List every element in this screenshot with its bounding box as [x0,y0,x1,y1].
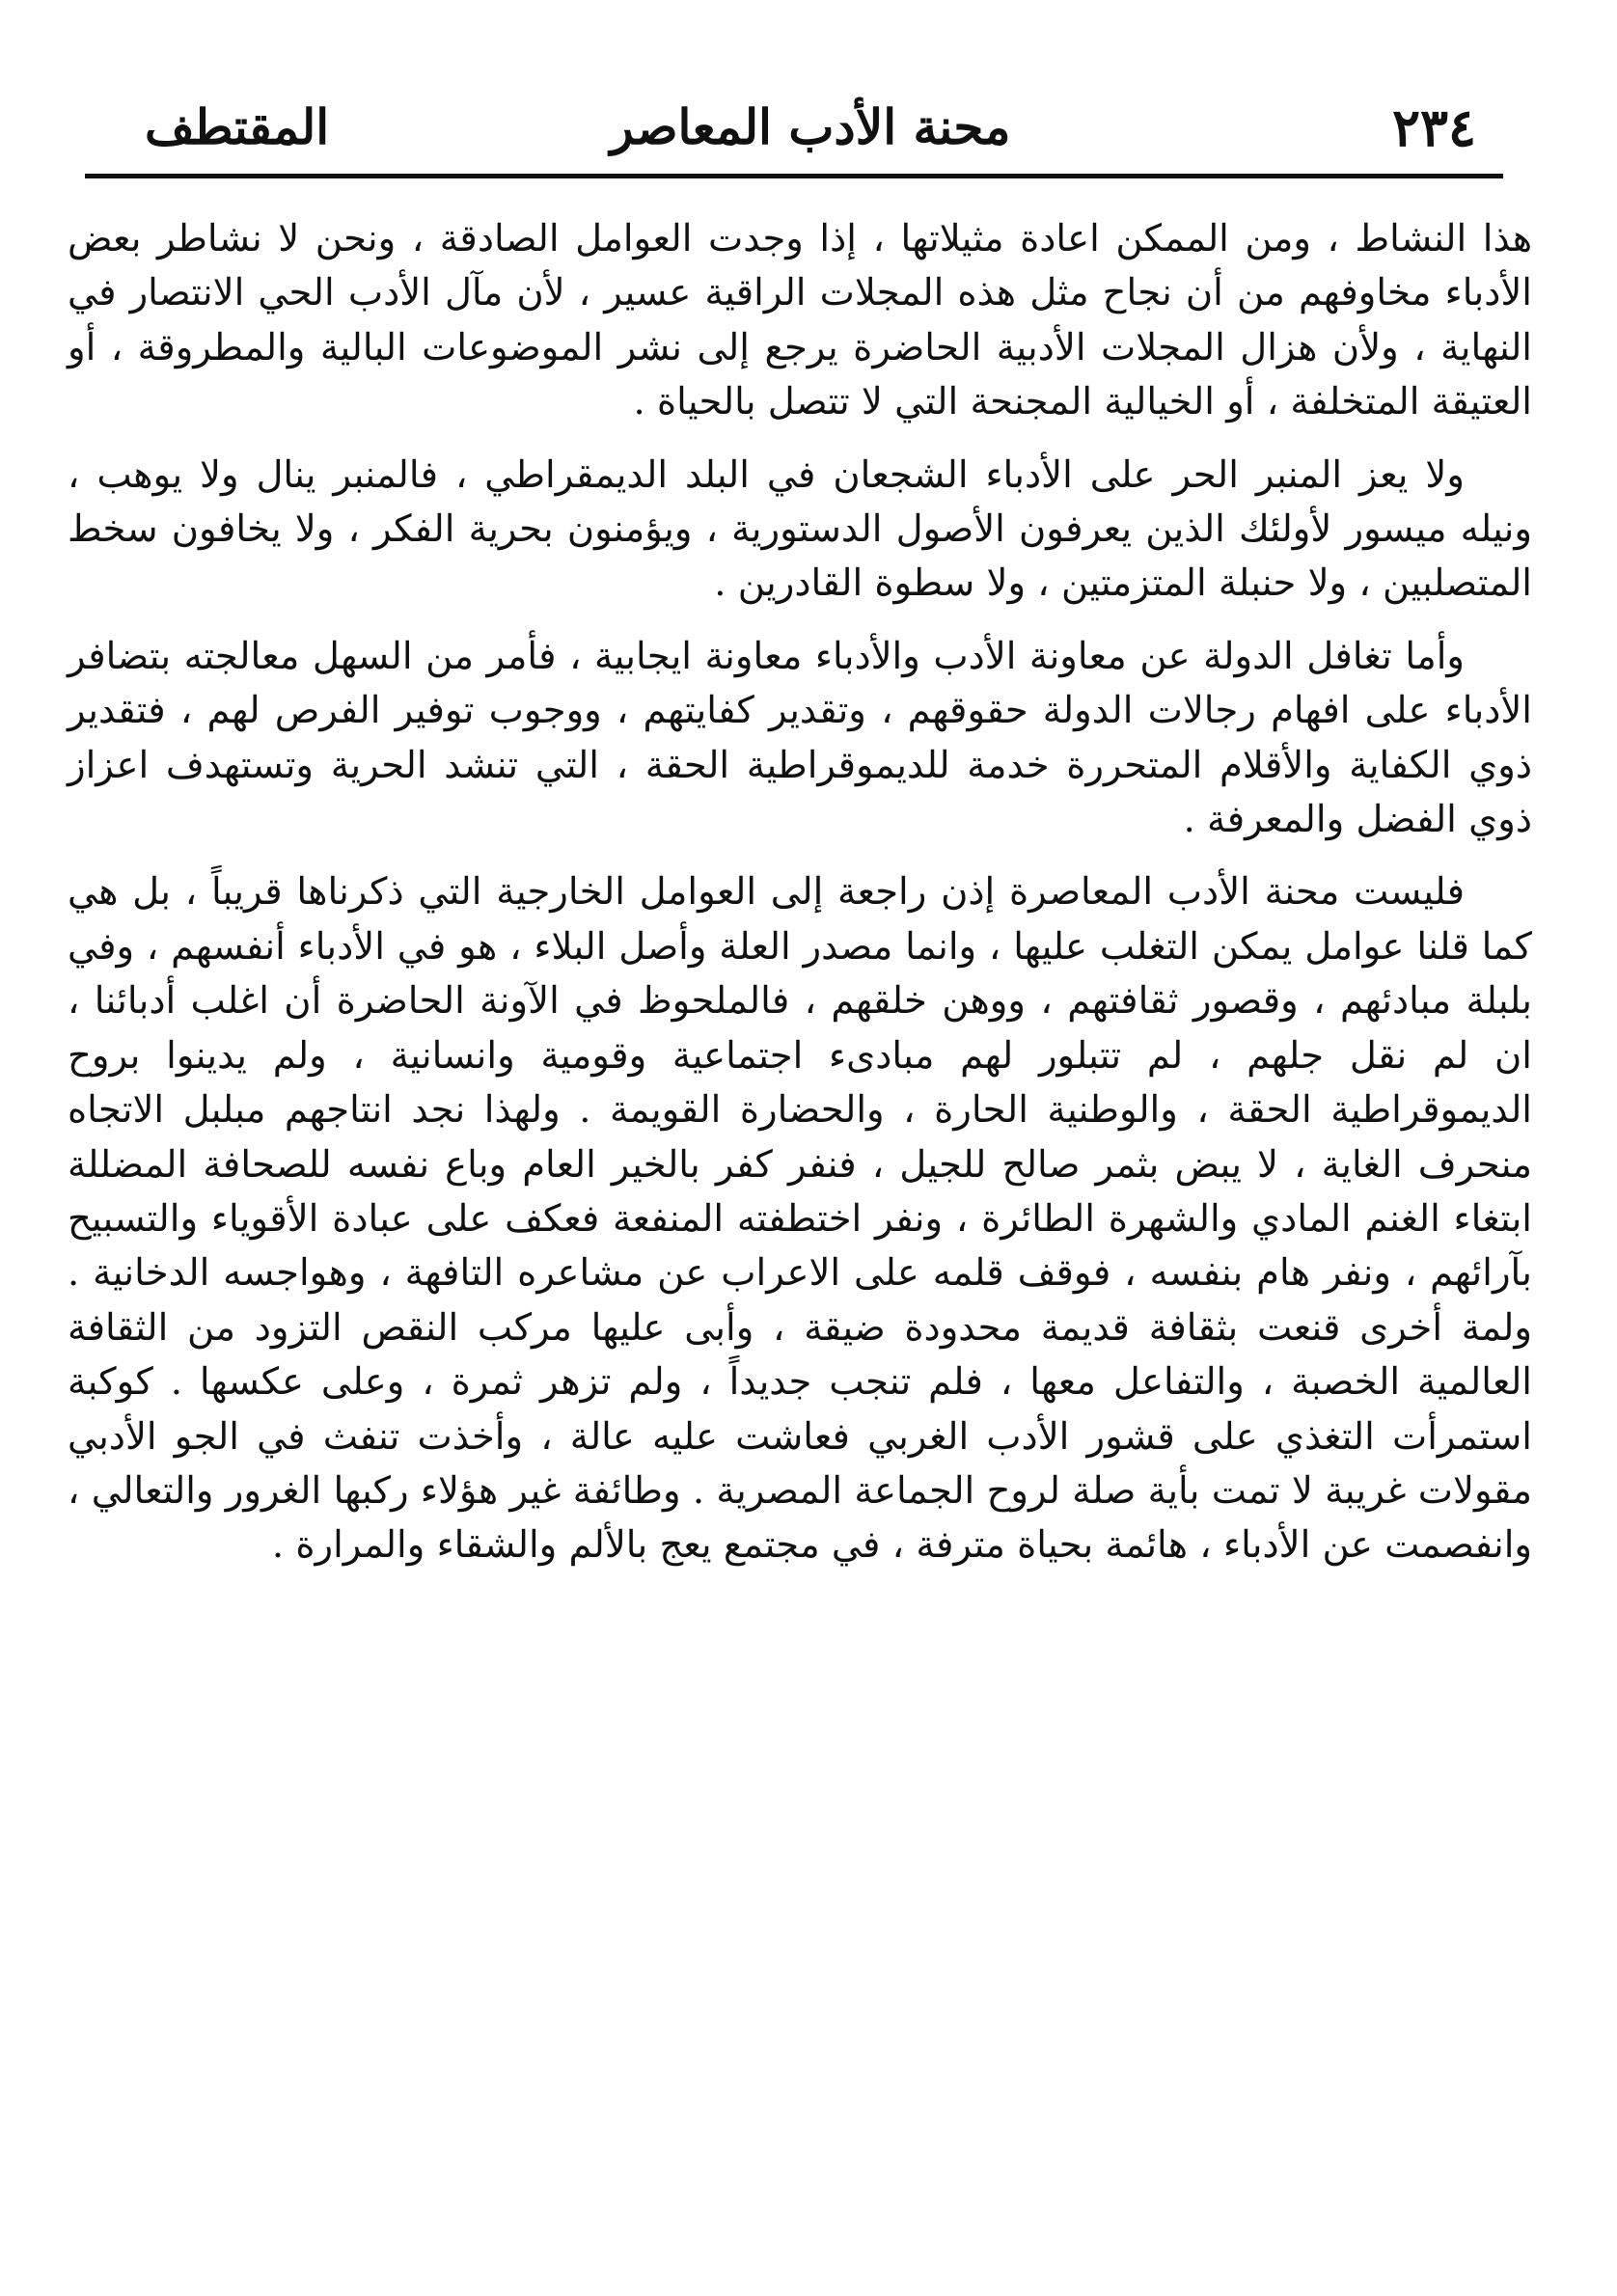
paragraph-3: وأما تغافل الدولة عن معاونة الأدب والأدباء معاونة ايجابية ، فأمر من السهل معالجته بتضافر الأدباء على افهام رجالات الدولة حقوقهم ، وتقدير كفايتهم ، ووجوب توفير الفرص لهم ، فتقدير ذوي الكفاية والأقلام المتحررة خدمة للديموقراطية الحقة ، التي تنشد الحرية وتستهدف اعزاز ذوي الفضل والمعرفة . [68,634,1532,842]
paragraph-2: ولا يعز المنبر الحر على الأدباء الشجعان في البلد الديمقراطي ، فالمنبر ينال ولا يوهب ، ونيله ميسور لأولئك الذين يعرفون الأصول الدستورية ، ويؤمنون بحرية الفكر ، ولا يخافون سخط المتصلبين ، ولا حنبلة المتزمتين ، ولا سطوة القادرين . [68,452,1532,606]
article-title: محنة الأدب المعاصر [610,98,1011,155]
running-header [145,89,1476,166]
paragraph-4: فليست محنة الأدب المعاصرة إذن راجعة إلى العوامل الخارجية التي ذكرناها قريباً ، بل هي كما قلنا عوامل يمكن التغلب عليها ، وانما مصدر العلة وأصل البلاء ، هو في الأدباء أنفسهم ، وفي بلبلة مبادئهم ، وقصور ثقافتهم ، ووهن خلقهم ، فالملحوظ في الآونة الحاضرة أن اغلب أدبائنا ، ان لم نقل جلهم ، لم تتبلور لهم مبادىء اجتماعية وقومية وانسانية ، ولم يدينوا بروح الديموقراطية الحقة ، والوطنية الحارة ، والحضارة القويمة . ولهذا نجد انتاجهم مبلبل الاتجاه منحرف الغاية ، لا يبض بثمر صالح للجيل ، فنفر كفر بالخير العام وباع نفسه للصحافة المضللة ابتغاء الغنم المادي والشهرة الطائرة ، ونفر اختطفته المنفعة فعكف على عبادة الأقوياء والتسبيح بآرائهم ، ونفر هام بنفسه ، فوقف قلمه على الاعراب عن مشاعره التافهة ، وهواجسه الدخانية . ولمة أخرى قنعت بثقافة قديمة محدودة ضيقة ، وأبى عليها مركب النقص التزود من الثقافة العالمية الخصبة ، والتفاعل معها ، فلم تنجب جديداً ، ولم تزهر ثمرة ، وعلى عكسها . كوكبة استمرأت التغذي على قشور الأدب الغربي فعاشت عليه عالة ، وأخذت تنفث في الجو الأدبي مقولات غريبة لا تمت بأية صلة لروح الجماعة المصرية . وطائفة غير هؤلاء ركبها الغرور والتعالي ، وانفصمت عن الأدباء ، هائمة بحياة مترفة ، في مجتمع يعج بالألم والشقاء والمرارة . [68,870,1532,1568]
journal-name: المقتطف [145,98,330,155]
header-divider [85,174,1503,178]
article-body [68,212,1532,1573]
page-number: ٢٣٤ [1391,96,1476,158]
paragraph-1: هذا النشاط ، ومن الممكن اعادة مثيلاتها ، إذا وجدت العوامل الصادقة ، ونحن لا نشاطر بعض الأدباء مخاوفهم من أن نجاح مثل هذه المجلات الراقية عسير ، لأن مآل الأدب الحي الانتصار في النهاية ، ولأن هزال المجلات الأدبية الحاضرة يرجع إلى نشر الموضوعات البالية والمطروقة ، أو العتيقة المتخلفة ، أو الخيالية المجنحة التي لا تتصل بالحياة . [68,217,1532,424]
